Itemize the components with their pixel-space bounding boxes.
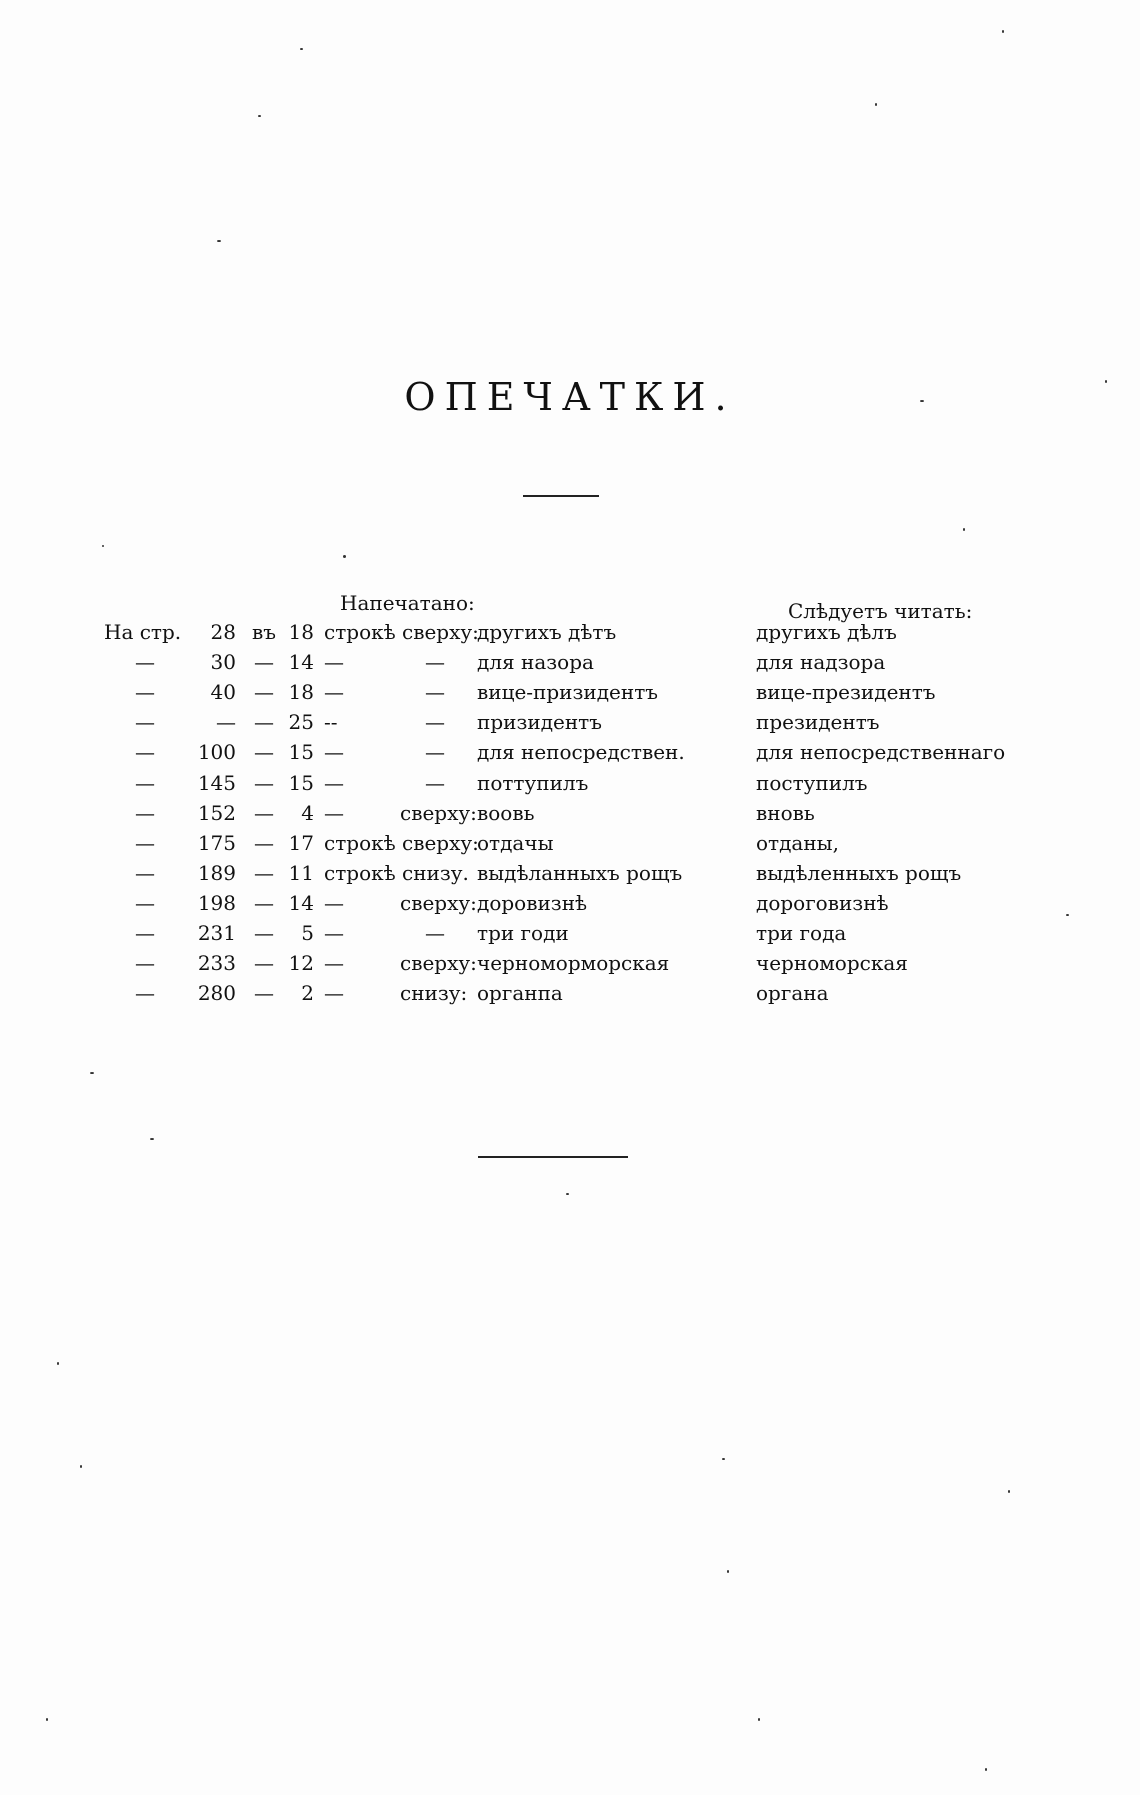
print-speck xyxy=(875,103,877,106)
line-number: 18 xyxy=(288,620,314,644)
ditto-dash: — xyxy=(135,921,155,945)
line-number: 25 xyxy=(288,710,314,735)
errata-row xyxy=(0,861,1140,891)
separator: — xyxy=(254,800,274,825)
errata-row xyxy=(0,891,1140,921)
ditto-dash: -- xyxy=(324,710,338,735)
ditto-dash: — xyxy=(425,680,445,705)
printed-text: отдачы xyxy=(477,830,554,855)
separator: — xyxy=(254,860,274,885)
correct-text: президентъ xyxy=(756,710,880,735)
print-speck xyxy=(566,1193,569,1195)
print-speck xyxy=(985,1768,987,1771)
errata-row xyxy=(0,710,1140,740)
bottom-divider xyxy=(478,1156,628,1158)
printed-text: доровизнѣ xyxy=(477,890,588,915)
print-speck xyxy=(46,1718,48,1721)
ditto-dash: — xyxy=(324,650,344,675)
ditto-dash: — xyxy=(135,770,155,795)
ditto-dash: — xyxy=(324,770,344,795)
print-speck xyxy=(80,1465,82,1468)
ditto-dash: — xyxy=(135,800,155,825)
errata-row xyxy=(0,921,1140,951)
line-word: строкѣ xyxy=(324,860,396,885)
ditto-dash: — xyxy=(135,951,155,976)
print-speck xyxy=(758,1718,760,1721)
separator: — xyxy=(254,680,274,705)
print-speck xyxy=(963,528,965,531)
print-speck xyxy=(90,1072,94,1074)
correct-text: вице-президентъ xyxy=(756,680,936,705)
correct-text: выдѣленныхъ рощъ xyxy=(756,860,962,885)
errata-row xyxy=(0,620,1140,650)
print-speck xyxy=(300,48,303,50)
correct-text: три года xyxy=(756,921,847,945)
line-number: 2 xyxy=(301,981,314,1006)
page-number: 30 xyxy=(210,650,236,675)
ditto-dash: — xyxy=(425,921,445,945)
ditto-dash: — xyxy=(425,770,445,795)
ditto-dash: — xyxy=(135,981,155,1006)
separator: въ xyxy=(252,620,276,644)
line-number: 17 xyxy=(288,830,314,855)
header-should-read: Слѣдуетъ читать: xyxy=(788,599,973,623)
correct-text: дороговизнѣ xyxy=(756,890,889,915)
errata-row xyxy=(0,801,1140,831)
page-number: 231 xyxy=(197,921,236,945)
separator: — xyxy=(254,710,274,735)
printed-text: для непосредствен. xyxy=(477,740,685,765)
printed-text: выдѣланныхъ рощъ xyxy=(477,860,683,885)
header-printed: Напечатано: xyxy=(340,591,475,615)
line-word: строкѣ xyxy=(324,620,396,644)
ditto-dash: — xyxy=(135,890,155,915)
position-label: снизу: xyxy=(400,981,468,1006)
line-number: 14 xyxy=(288,890,314,915)
printed-text: другихъ дѣтъ xyxy=(477,620,617,644)
errata-row xyxy=(0,951,1140,981)
print-speck xyxy=(1105,380,1107,383)
line-number: 4 xyxy=(301,800,314,825)
printed-text: вице-призидентъ xyxy=(477,680,659,705)
page-number: — xyxy=(216,710,236,735)
line-number: 12 xyxy=(288,951,314,976)
print-speck xyxy=(102,545,104,547)
print-speck xyxy=(722,1458,725,1460)
printed-text: призидентъ xyxy=(477,710,602,735)
printed-text: черноморморская xyxy=(477,951,670,976)
separator: — xyxy=(254,890,274,915)
correct-text: поступилъ xyxy=(756,770,868,795)
position-label: сверху: xyxy=(400,800,477,825)
errata-row xyxy=(0,831,1140,861)
errata-row xyxy=(0,771,1140,801)
print-speck xyxy=(57,1362,59,1365)
page-title: ОПЕЧАТКИ. xyxy=(404,375,736,419)
page-number: 189 xyxy=(197,860,236,885)
print-speck xyxy=(727,1570,729,1573)
page-number: 40 xyxy=(210,680,236,705)
printed-text: воовь xyxy=(477,800,535,825)
page-label: На стр. xyxy=(104,620,182,644)
correct-text: вновь xyxy=(756,800,815,825)
line-number: 18 xyxy=(288,680,314,705)
errata-row xyxy=(0,740,1140,770)
position-label: снизу. xyxy=(402,860,469,885)
correct-text: для непосредственнаго xyxy=(756,740,1006,765)
position-label: сверху: xyxy=(402,620,479,644)
page-number: 100 xyxy=(197,740,236,765)
title-divider xyxy=(523,495,599,497)
correct-text: черноморская xyxy=(756,951,908,976)
page-number: 233 xyxy=(197,951,236,976)
ditto-dash: — xyxy=(135,710,155,735)
print-speck xyxy=(1066,914,1069,916)
line-number: 5 xyxy=(301,921,314,945)
page-number: 198 xyxy=(197,890,236,915)
print-speck xyxy=(1008,1490,1010,1493)
printed-text: поттупилъ xyxy=(477,770,589,795)
correct-text: органа xyxy=(756,981,829,1006)
ditto-dash: — xyxy=(324,740,344,765)
ditto-dash: — xyxy=(324,890,344,915)
ditto-dash: — xyxy=(135,650,155,675)
print-speck xyxy=(920,400,924,402)
print-speck xyxy=(258,115,261,117)
printed-text: три годи xyxy=(477,921,569,945)
position-label: сверху: xyxy=(400,890,477,915)
print-speck xyxy=(150,1138,154,1140)
correct-text: отданы, xyxy=(756,830,839,855)
position-label: сверху: xyxy=(400,951,477,976)
ditto-dash: — xyxy=(135,860,155,885)
separator: — xyxy=(254,830,274,855)
errata-row xyxy=(0,981,1140,1011)
line-number: 15 xyxy=(288,770,314,795)
ditto-dash: — xyxy=(135,680,155,705)
correct-text: для надзора xyxy=(756,650,886,675)
line-word: строкѣ xyxy=(324,830,396,855)
ditto-dash: — xyxy=(324,951,344,976)
ditto-dash: — xyxy=(135,830,155,855)
position-label: сверху: xyxy=(402,830,479,855)
printed-text: для назора xyxy=(477,650,594,675)
printed-text: органпа xyxy=(477,981,563,1006)
page-number: 280 xyxy=(197,981,236,1006)
separator: — xyxy=(254,951,274,976)
page-number: 152 xyxy=(197,800,236,825)
ditto-dash: — xyxy=(425,740,445,765)
separator: — xyxy=(254,650,274,675)
page-number: 175 xyxy=(197,830,236,855)
print-speck xyxy=(217,240,221,242)
ditto-dash: — xyxy=(425,710,445,735)
line-number: 14 xyxy=(288,650,314,675)
ditto-dash: — xyxy=(425,650,445,675)
print-speck xyxy=(343,555,346,558)
correct-text: другихъ дѣлъ xyxy=(756,620,897,644)
separator: — xyxy=(254,981,274,1006)
errata-row xyxy=(0,680,1140,710)
ditto-dash: — xyxy=(324,680,344,705)
ditto-dash: — xyxy=(324,921,344,945)
ditto-dash: — xyxy=(324,800,344,825)
ditto-dash: — xyxy=(135,740,155,765)
page-number: 145 xyxy=(197,770,236,795)
print-speck xyxy=(1002,30,1004,33)
errata-row xyxy=(0,650,1140,680)
page-number: 28 xyxy=(210,620,236,644)
line-number: 15 xyxy=(288,740,314,765)
separator: — xyxy=(254,770,274,795)
line-number: 11 xyxy=(288,860,314,885)
separator: — xyxy=(254,740,274,765)
separator: — xyxy=(254,921,274,945)
ditto-dash: — xyxy=(324,981,344,1006)
